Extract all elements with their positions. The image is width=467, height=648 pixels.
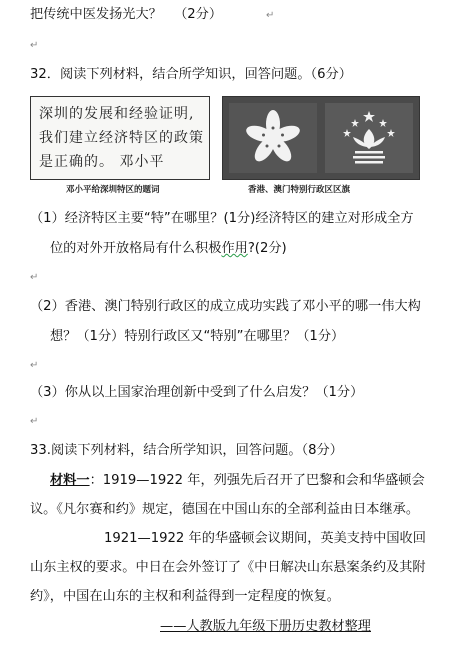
q33-material-line4: 山东主权的要求。中日在会外签订了《中日解决山东悬案条约及其附	[30, 560, 426, 575]
q31-tail-text	[30, 6, 222, 24]
q31-question: 把传统中医发扬光大？	[30, 7, 162, 22]
macau-flag	[325, 103, 413, 173]
q33-source: ——人教版九年级下册历史教材整理	[160, 619, 371, 634]
calligraphy-image	[30, 96, 210, 180]
calligraphy-line: 是正确的。 邓小平	[39, 154, 165, 170]
hong-kong-flag	[229, 103, 317, 173]
q32-sub1-line1: （1）经济特区主要“特”在哪里？(1分)经济特区的建立对形成全方	[30, 211, 414, 226]
calligraphy-line: 深圳的发展和经验证明,	[39, 106, 195, 122]
q33-material-line3: 1921—1922 年的华盛顿会议期间，英美支持中国收回	[104, 531, 426, 546]
bauhinia-icon	[229, 103, 317, 173]
calligraphy-line: 我们建立经济特区的政策	[39, 130, 204, 146]
return-mark: ↵	[30, 272, 39, 283]
q32-sub2-line2: 想？（1分）特别行政区又“特别”在哪里？（1分）	[50, 329, 345, 344]
q33-material-line1	[50, 472, 425, 490]
return-mark: ↵	[266, 10, 275, 21]
q31-score: （2分）	[174, 7, 223, 22]
lotus-icon	[325, 103, 413, 173]
q32-sub1-score: ?(2分)	[247, 241, 287, 256]
return-mark: ↵	[30, 40, 39, 51]
return-mark: ↵	[30, 360, 39, 371]
q32-sub1-underlined: 作用	[221, 241, 248, 256]
q33-header: 33.阅读下列材料，结合所学知识，回答问题。（8分）	[30, 443, 343, 458]
q32-sub1-text: 位的对外开放格局有什么积极	[50, 241, 222, 256]
q32-sub3: （3）你从以上国家治理创新中受到了什么启发？（1分）	[30, 385, 364, 400]
q32-header: 32．阅读下列材料，结合所学知识，回答问题。（6分）	[30, 67, 352, 82]
q33-material-line5: 约》，中国在山东的主权和利益得到一定程度的恢复。	[30, 589, 340, 604]
caption-flags: 香港、澳门特别行政区区旗	[248, 185, 351, 195]
material-text: ：1919—1922 年，列强先后召开了巴黎和会和华盛顿会	[89, 473, 425, 488]
q33-material-line2: 议。《凡尔赛和约》规定，德国在中国山东的全部利益由日本继承。	[30, 502, 420, 517]
material-label: 材料一	[50, 473, 90, 488]
flags-image	[222, 96, 420, 180]
caption-calligraphy: 邓小平给深圳特区的题词	[66, 185, 160, 195]
q32-sub2-line1: （2）香港、澳门特别行政区的成立成功实践了邓小平的哪一伟大构	[30, 299, 421, 314]
q32-sub1-line2	[50, 240, 287, 258]
return-mark: ↵	[30, 416, 39, 427]
